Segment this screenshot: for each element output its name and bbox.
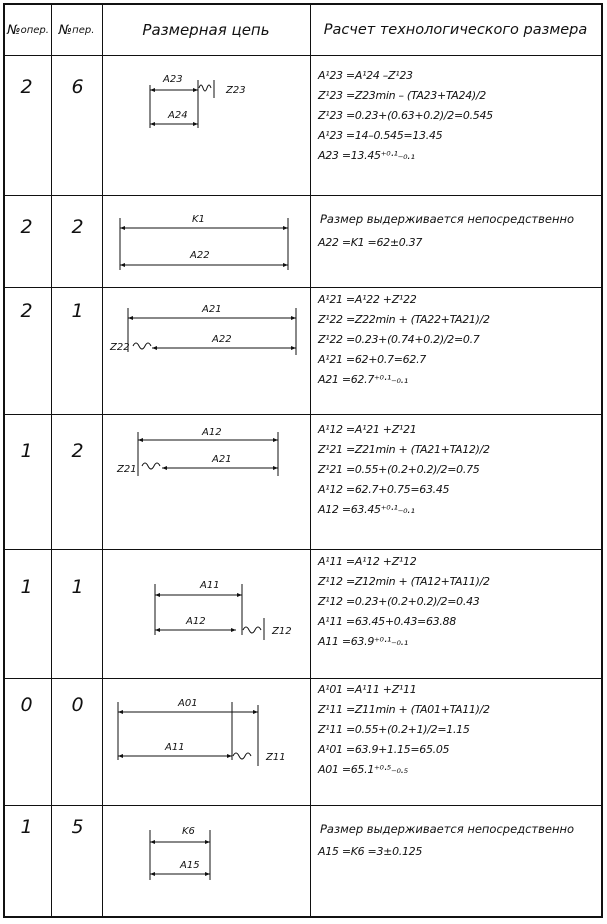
calc-line: A¹12 =62.7+0.75=63.45 — [318, 483, 450, 496]
row-divider-1 — [5, 195, 601, 196]
label-K6: K6 — [182, 826, 195, 837]
label-A21b: A21 — [212, 454, 232, 465]
label-A21: A21 — [202, 304, 222, 315]
row-divider-6 — [5, 805, 601, 806]
row3-tr: 1 — [71, 300, 84, 322]
calc-line: A15 =K6 =3±0.125 — [318, 845, 423, 858]
header-op-number: № опер. — [7, 22, 49, 38]
calc-row5 — [318, 552, 490, 652]
row-divider-header — [5, 55, 601, 56]
calc-row6 — [318, 680, 490, 780]
calc-line: A21 =62.7⁺⁰·¹₋₀.₁ — [318, 373, 408, 386]
row1-op: 2 — [20, 76, 33, 98]
row2-op: 2 — [20, 216, 33, 238]
col-divider-3 — [310, 5, 311, 916]
label-Z23: Z23 — [226, 85, 246, 96]
label-A11: A11 — [200, 580, 220, 591]
calc-line: Z¹21 =Z21min + (TA21+TA12)/2 — [318, 443, 490, 456]
calc-line: Z¹12 =0.23+(0.2+0.2)/2=0.43 — [318, 595, 480, 608]
label-A22b: A22 — [212, 334, 232, 345]
row1-tr: 6 — [71, 76, 84, 98]
row6-tr: 0 — [71, 694, 84, 716]
header-dimension-chain: Размерная цепь — [142, 21, 270, 39]
calc-line: A¹12 =A¹21 +Z¹21 — [318, 423, 417, 436]
header-calculation: Расчет технологического размера — [323, 22, 588, 38]
row3-op: 2 — [20, 300, 33, 322]
calc-line: A¹11 =63.45+0.43=63.88 — [318, 615, 456, 628]
calc-line: Z¹22 =Z22min + (TA22+TA21)/2 — [318, 313, 490, 326]
note-row2: Размер выдерживается непосредственно — [320, 212, 575, 226]
calc-line: A12 =63.45⁺⁰·¹₋₀.₁ — [318, 503, 415, 516]
row4-tr: 2 — [71, 440, 84, 462]
row2-tr: 2 — [71, 216, 84, 238]
row7-op: 1 — [20, 816, 33, 838]
calc-line: A¹11 =A¹12 +Z¹12 — [318, 555, 417, 568]
label-A01: A01 — [178, 698, 198, 709]
label-K1: K1 — [192, 214, 205, 225]
calc-line: Z¹23 =Z23min – (TA23+TA24)/2 — [318, 89, 486, 102]
row-divider-5 — [5, 678, 601, 679]
row-divider-2 — [5, 287, 601, 288]
calc-line: A¹21 =A¹22 +Z¹22 — [318, 293, 417, 306]
row4-op: 1 — [20, 440, 33, 462]
row5-op: 1 — [20, 576, 33, 598]
label-A22: A22 — [190, 250, 210, 261]
header-transition-number: № пер. — [58, 22, 95, 38]
calc-line: A¹01 =63.9+1.15=65.05 — [318, 743, 450, 756]
label-Z22: Z22 — [110, 342, 130, 353]
calc-line: A22 =K1 =62±0.37 — [318, 236, 423, 249]
label-A23: A23 — [163, 74, 183, 85]
row-divider-4 — [5, 549, 601, 550]
row6-op: 0 — [20, 694, 33, 716]
row7-tr: 5 — [71, 816, 84, 838]
calc-row7 — [318, 842, 422, 862]
label-A15: A15 — [180, 860, 200, 871]
calc-line: Z¹22 =0.23+(0.74+0.2)/2=0.7 — [318, 333, 480, 346]
calc-line: Z¹11 =Z11min + (TA01+TA11)/2 — [318, 703, 490, 716]
calc-line: A01 =65.1⁺⁰·⁵₋₀.₅ — [318, 763, 408, 776]
label-Z21: Z21 — [117, 464, 137, 475]
label-Z12: Z12 — [272, 626, 292, 637]
col-divider-2 — [102, 5, 103, 916]
calc-line: A¹23 =A¹24 –Z¹23 — [318, 69, 413, 82]
calc-line: A11 =63.9⁺⁰·¹₋₀.₁ — [318, 635, 408, 648]
calc-line: A¹01 =A¹11 +Z¹11 — [318, 683, 417, 696]
calc-line: A¹21 =62+0.7=62.7 — [318, 353, 426, 366]
calc-row1 — [318, 66, 493, 166]
label-A11b: A11 — [165, 742, 185, 753]
label-A12: A12 — [202, 427, 222, 438]
label-A12b: A12 — [186, 616, 206, 627]
row5-tr: 1 — [71, 576, 84, 598]
calc-line: A23 =13.45⁺⁰·¹₋₀.₁ — [318, 149, 415, 162]
calc-line: Z¹12 =Z12min + (TA12+TA11)/2 — [318, 575, 490, 588]
calc-line: Z¹11 =0.55+(0.2+1)/2=1.15 — [318, 723, 470, 736]
calc-row4 — [318, 420, 490, 520]
col-divider-1 — [51, 5, 52, 916]
calc-line: A¹23 =14–0.545=13.45 — [318, 129, 443, 142]
calc-row2 — [318, 233, 422, 253]
calc-line: Z¹21 =0.55+(0.2+0.2)/2=0.75 — [318, 463, 480, 476]
label-Z11: Z11 — [266, 752, 286, 763]
calc-row3 — [318, 290, 490, 390]
label-A24: A24 — [168, 110, 188, 121]
calc-line: Z¹23 =0.23+(0.63+0.2)/2=0.545 — [318, 109, 493, 122]
row-divider-3 — [5, 414, 601, 415]
note-row7: Размер выдерживается непосредственно — [320, 822, 575, 836]
